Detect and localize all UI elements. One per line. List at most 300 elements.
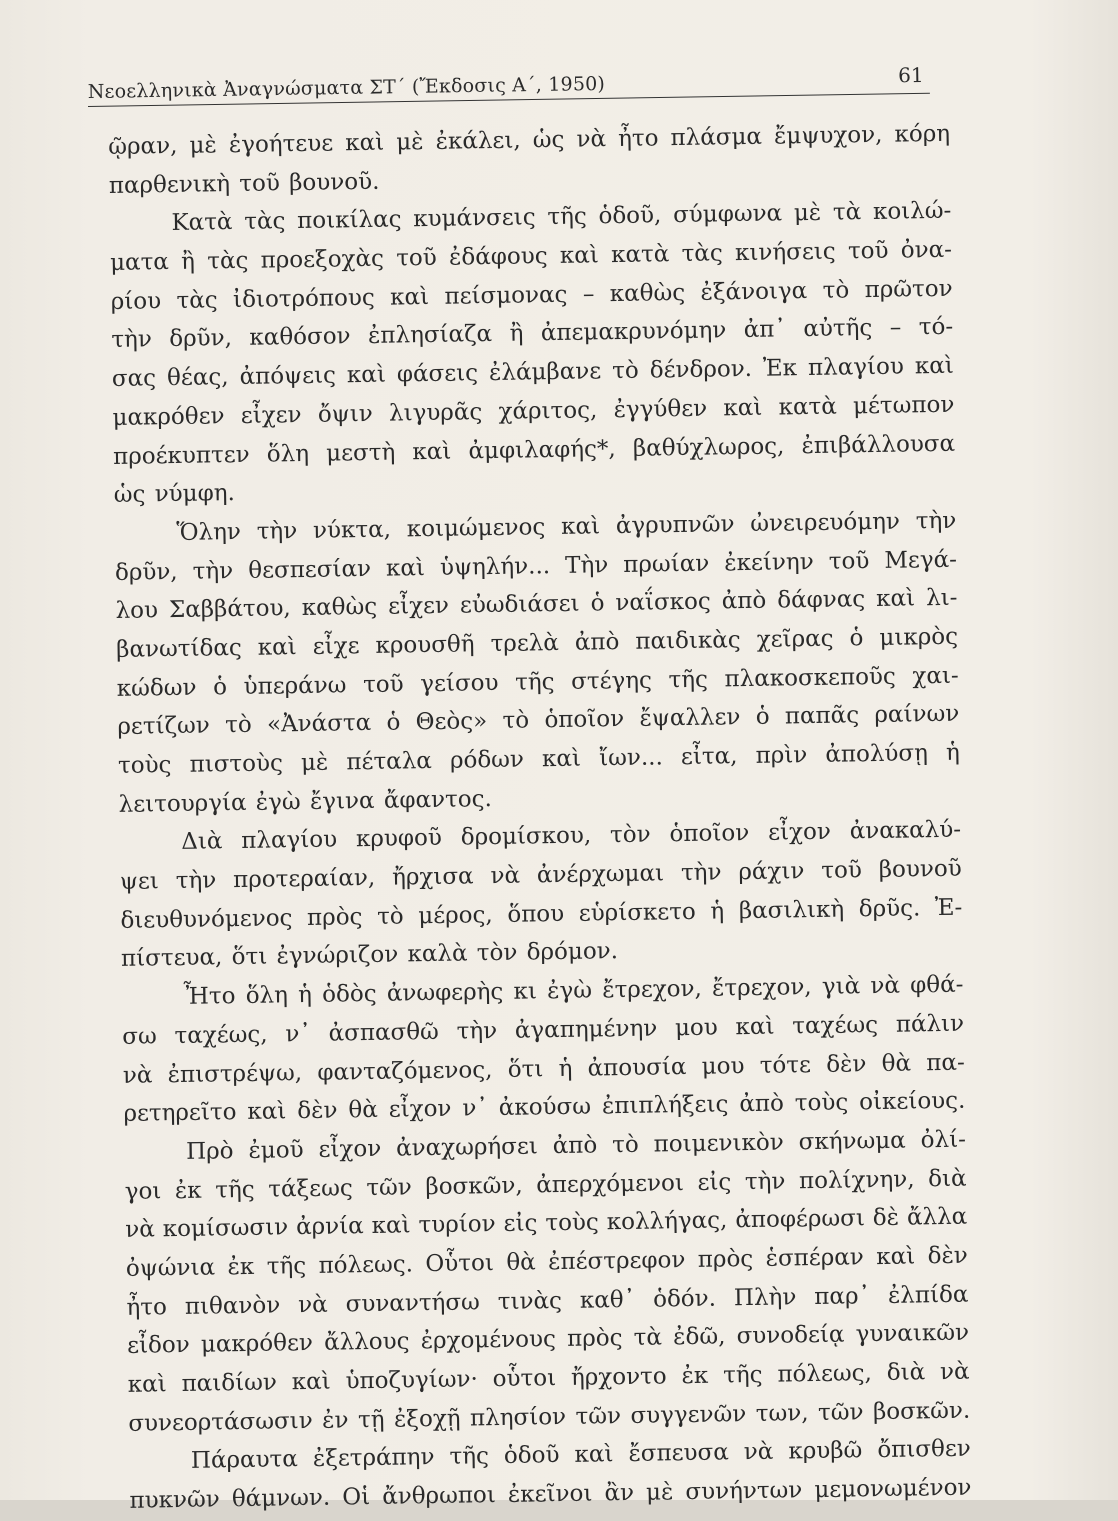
word: πρὸς xyxy=(566,1325,623,1353)
word: φθά- xyxy=(909,971,964,999)
word: καὶ xyxy=(247,1098,287,1126)
word: ἀπουσία xyxy=(587,1053,687,1082)
word: ἐπιστρέψω, xyxy=(167,1059,303,1088)
word: ἐκεῖνοι xyxy=(507,1480,593,1508)
word: τὰς xyxy=(176,287,218,314)
word: δρῦν, xyxy=(169,325,233,353)
body-text xyxy=(108,115,972,1521)
word: μέτωπον xyxy=(852,391,955,420)
word: νὰ xyxy=(125,1216,156,1244)
word: εὑρίσκετο xyxy=(578,898,696,927)
word: ρόδων xyxy=(449,746,525,774)
word: ταχέως, xyxy=(174,1021,268,1049)
word: προεξοχὰς xyxy=(260,245,385,274)
word: Ἐ- xyxy=(934,894,963,921)
word: τοῦ xyxy=(828,547,870,575)
word: τῆς xyxy=(722,1361,763,1389)
word: ἤρχισα xyxy=(391,863,474,891)
text-line: ὡς νύμφη. xyxy=(113,480,236,509)
word: συνεορτάσωσιν xyxy=(128,1407,313,1437)
word: ἀπὸ xyxy=(739,1090,785,1118)
word: καὶ xyxy=(346,361,387,389)
word: ἐπιπλήξεις xyxy=(601,1091,729,1120)
word: θεσπεσίαν xyxy=(248,555,372,584)
word: καὶ xyxy=(559,242,600,269)
word: Πλὴν xyxy=(733,1283,797,1311)
word: τὸ xyxy=(611,1131,639,1159)
word: κι xyxy=(513,978,538,1005)
word: Κατὰ xyxy=(171,209,233,237)
word: ἀνέρχωμαι xyxy=(536,860,665,889)
word: ὑποζυγίων· xyxy=(345,1366,478,1395)
word: κρυφοῦ xyxy=(355,825,443,853)
word: ἄνθρωποι xyxy=(382,1482,497,1510)
word: μὲ xyxy=(396,129,424,156)
word: δένδρον. xyxy=(649,356,753,384)
word: καθ᾽ xyxy=(579,1286,636,1314)
word: ὁ xyxy=(590,590,605,617)
word: ἐδάφους xyxy=(448,243,548,271)
word: ἀπὸ xyxy=(574,628,620,656)
word: ἀποφέρωσι xyxy=(735,1205,866,1234)
word: τῶν xyxy=(575,1402,622,1430)
text-line: λειτουργία ἐγὼ ἔγινα ἄφαντος. xyxy=(118,785,492,818)
word: εἶχε xyxy=(312,633,360,660)
word: μέρος, xyxy=(418,901,493,929)
word: τὴν xyxy=(192,557,234,585)
word: τὴν xyxy=(915,507,957,535)
word: τῶν xyxy=(817,1398,864,1426)
word: ἂν xyxy=(604,1479,635,1507)
word: καὶ xyxy=(127,1371,167,1398)
word: τὰς xyxy=(207,247,249,275)
text-line: παρθενικὴ τοῦ βουνοῦ. xyxy=(108,168,380,199)
word: λι- xyxy=(925,584,958,612)
word: δρῦν, xyxy=(114,558,178,586)
word: ἔτρεχον, xyxy=(711,974,812,1002)
word: τὰ xyxy=(633,1324,663,1352)
word: φάσεις xyxy=(396,360,479,388)
word: ἀπὸ xyxy=(721,587,767,615)
word: τῆς xyxy=(449,1443,490,1471)
word: εὐωδιάσει xyxy=(459,590,580,619)
word: παπᾶς xyxy=(784,702,860,730)
word: καὶ xyxy=(560,513,601,540)
word: αὐτῆς xyxy=(803,315,873,343)
word: ἀνωφερὴς xyxy=(386,979,504,1007)
word: ἡ xyxy=(710,898,725,925)
word: ἀγρυπνῶν xyxy=(615,511,735,539)
word: εἰς xyxy=(697,1168,732,1196)
word: δρῦς. xyxy=(858,895,921,923)
word: ρετηρεῖτο xyxy=(123,1099,237,1128)
word: μὲ xyxy=(189,132,217,159)
word: Πάραυτα xyxy=(190,1446,299,1475)
word: ἀπ᾽ xyxy=(743,316,787,344)
word: καὶ xyxy=(541,745,582,773)
word: πρῶτον xyxy=(864,275,953,303)
word: τῆς xyxy=(514,668,555,696)
word: ὄπισθεν xyxy=(877,1435,971,1464)
word: πολίχνην, xyxy=(798,1166,915,1194)
word: τῇ xyxy=(357,1406,385,1433)
word: ψει xyxy=(119,868,160,895)
word: ὁδόν. xyxy=(652,1285,717,1313)
word: καὶ xyxy=(371,1212,411,1240)
word: πλησίον xyxy=(469,1403,567,1432)
word: οἰκείους. xyxy=(858,1087,966,1116)
word: Ἐκ xyxy=(762,355,798,382)
word: ἡ xyxy=(297,982,313,1009)
word: ἤρχοντο xyxy=(570,1363,667,1391)
word: ὅλη xyxy=(245,982,289,1010)
word: τὴν xyxy=(680,859,722,887)
word: ποιμενικὸν xyxy=(653,1129,784,1158)
word: ἐξάνοιγα xyxy=(700,277,808,306)
word: νὰ xyxy=(490,862,521,890)
word: νὰ xyxy=(870,972,901,1000)
word: εἶχον xyxy=(388,1095,452,1123)
word: ἐμοῦ xyxy=(248,1136,304,1164)
word: σκήνωμα xyxy=(798,1127,906,1156)
word: ἐκ xyxy=(227,1253,255,1281)
word: ἡ xyxy=(558,1055,573,1082)
word: τυρίον xyxy=(418,1211,496,1239)
word: συγγενῶν xyxy=(630,1400,747,1429)
word: μακρόθεν xyxy=(112,403,225,431)
word: καὶ xyxy=(723,394,763,422)
word: τό- xyxy=(918,314,954,341)
word: προτεραίαν, xyxy=(232,864,376,894)
word: δὲν xyxy=(297,1097,338,1125)
word: τῆς xyxy=(547,203,587,231)
word: ἔτρεχον, xyxy=(602,975,703,1004)
word: ἢ xyxy=(509,320,524,348)
word: Διὰ xyxy=(181,828,223,856)
word: καὶ xyxy=(914,352,955,380)
word: βαθύχλωρος, xyxy=(632,432,785,462)
word: «Ἀνάστα xyxy=(266,710,372,738)
word: καὶ xyxy=(876,1243,916,1271)
word: συναντήσω xyxy=(345,1288,480,1318)
word: τὴν xyxy=(456,1017,498,1045)
word: μεμονωμένον xyxy=(814,1474,972,1504)
word: νὰ xyxy=(576,126,607,153)
word: Μεγά- xyxy=(884,546,958,574)
word: ὀνα- xyxy=(900,236,953,264)
word: κοιλώ- xyxy=(872,198,952,226)
word: στέγης xyxy=(570,667,653,695)
word: κοιμώμενος xyxy=(406,514,546,543)
word: τῆς xyxy=(215,1176,255,1204)
word: πέταλα xyxy=(346,747,433,776)
word: κολλήγας, xyxy=(606,1207,728,1236)
word: τάξεως xyxy=(268,1174,353,1203)
word: ἔσπευσα xyxy=(628,1439,729,1468)
word: μικρὸς xyxy=(879,623,959,651)
word: ἡ xyxy=(945,739,961,766)
word: – xyxy=(582,281,595,308)
word: ἀσπασθῶ xyxy=(328,1018,440,1047)
word: ἐξετράπην xyxy=(312,1444,435,1473)
word: ὁδὸς xyxy=(321,981,377,1008)
word: νύκτα, xyxy=(312,516,392,544)
word: ἐγὼ xyxy=(546,977,593,1005)
word: ἀμφιλαφής*, xyxy=(468,435,616,464)
page-number: 61 xyxy=(897,62,924,88)
word: κώδων xyxy=(116,674,197,702)
word: ὅλη xyxy=(266,440,310,468)
word: συνοδείᾳ xyxy=(736,1321,845,1350)
word: τρελὰ xyxy=(490,629,560,657)
word: ρίου xyxy=(110,287,162,315)
word: μὲ xyxy=(645,1479,674,1506)
word: ἐπέστρεφον xyxy=(547,1247,686,1276)
word: πα- xyxy=(926,1049,965,1076)
word: ἐν xyxy=(321,1407,349,1434)
word: ἐκείνην xyxy=(724,548,814,576)
word: ἀκούσω xyxy=(498,1093,592,1122)
word: νὰ xyxy=(939,1358,970,1386)
word: κατὰ xyxy=(610,241,670,269)
word: συνήντων xyxy=(685,1477,803,1506)
word: σύμφωνα xyxy=(672,200,783,229)
word: εἶχον xyxy=(767,819,832,847)
word: τοὺς xyxy=(545,1209,600,1237)
word: τὸ xyxy=(376,903,404,930)
word: τὸ xyxy=(502,707,530,735)
word: ποικίλας xyxy=(296,206,402,235)
word: νὰ xyxy=(297,1291,328,1318)
word: μὲ xyxy=(300,749,329,777)
word: Πρὸ xyxy=(185,1138,234,1165)
word: ὑπεράνω xyxy=(243,671,347,700)
word: ἐξοχῇ xyxy=(393,1405,461,1433)
word: πρὸς xyxy=(306,903,363,931)
word: βοσκῶν, xyxy=(425,1172,523,1200)
word: νὰ xyxy=(743,1439,774,1466)
word: χεῖρας xyxy=(756,625,834,653)
word: κρουσθῆ xyxy=(375,631,475,659)
word: ἀπερχόμενοι xyxy=(536,1169,685,1198)
word: Ἦτο xyxy=(183,983,236,1011)
word: ἴων... xyxy=(598,744,664,772)
word: βασιλικὴ xyxy=(738,896,845,924)
word: καθὼς xyxy=(609,279,686,307)
word: γυναικῶν xyxy=(855,1319,970,1348)
word: ναΐσκος xyxy=(615,588,711,617)
word: ὠνειρευόμην xyxy=(750,508,901,537)
word: σας xyxy=(111,365,157,393)
word: πλαγίου xyxy=(807,353,905,382)
word: ματα xyxy=(109,249,170,277)
word: γιὰ xyxy=(821,973,861,1001)
word: ἢ xyxy=(180,248,196,275)
word: ἑσπέραν xyxy=(765,1244,864,1272)
word: ἐδῶ, xyxy=(672,1323,726,1351)
word: εἰς xyxy=(503,1210,538,1238)
word: νὰ xyxy=(122,1061,153,1089)
word: ἀγαπημένην xyxy=(514,1015,658,1044)
word: τοῦ xyxy=(821,857,863,884)
word: πρωίαν xyxy=(623,550,710,578)
word: μου xyxy=(674,1014,718,1042)
word: ὅτι xyxy=(507,1055,544,1083)
word: Ὅλην xyxy=(176,518,242,546)
word: καθὼς xyxy=(301,594,378,622)
word: ὅπου xyxy=(507,900,565,928)
word: βανωτίδας xyxy=(115,634,242,663)
word: ὁδοῦ, xyxy=(598,202,662,230)
word: ἀρνία xyxy=(295,1213,364,1241)
word: κατὰ xyxy=(778,393,837,421)
word: ἐπιβάλλουσα xyxy=(801,430,956,459)
word: ἐγοήτευε xyxy=(228,130,334,159)
word: καθόσον xyxy=(249,323,351,352)
word: Τὴν xyxy=(564,551,609,579)
word: γοι xyxy=(124,1177,162,1205)
word: τὰς xyxy=(244,208,286,236)
word: εἶχεν xyxy=(387,592,450,620)
word: προέκυπτεν xyxy=(112,441,250,470)
word: κρυβῶ xyxy=(788,1437,863,1465)
word: πλαγίου xyxy=(241,826,338,855)
word: ρετίζων xyxy=(117,712,210,741)
word: των, xyxy=(755,1399,809,1427)
word: ν᾽ xyxy=(462,1095,489,1122)
word: καὶ xyxy=(875,585,916,613)
word: τοὺς xyxy=(794,1089,849,1117)
word: πόλεως, xyxy=(777,1360,873,1388)
word: εἶδον xyxy=(126,1332,190,1360)
word: ἐκάλει, xyxy=(435,127,521,155)
word: τινὰς xyxy=(497,1287,563,1315)
word: ἐκ xyxy=(681,1362,709,1390)
word: πρὸς xyxy=(697,1245,754,1273)
word: ὄψιν xyxy=(317,400,373,428)
word: βοσκῶν. xyxy=(872,1397,971,1425)
word: καὶ xyxy=(257,634,297,661)
word: τὸ xyxy=(611,357,639,385)
word: βουνοῦ xyxy=(878,855,962,884)
word: τὸν xyxy=(609,821,651,849)
word: ἐρχομένους xyxy=(420,1326,557,1355)
word: εἶχον xyxy=(318,1135,382,1163)
word: θὰ xyxy=(881,1050,912,1077)
word: διευθυνόμενος xyxy=(120,904,293,934)
word: Σαββάτου, xyxy=(168,595,291,624)
word: κόρη xyxy=(894,120,951,148)
word: δὲν xyxy=(825,1050,867,1078)
word: μου xyxy=(701,1052,745,1080)
word: ἀναχωρήσει xyxy=(395,1133,539,1162)
word: ἀπὸ xyxy=(552,1132,598,1160)
word: ἀπεμακρυνόμην xyxy=(540,317,727,347)
word: ἐγγύθεν xyxy=(613,395,708,423)
word: ἄλλα xyxy=(906,1203,968,1231)
word: κινήσεις xyxy=(734,238,836,267)
word: – xyxy=(889,315,902,342)
word: ἰδιοτρόπους xyxy=(232,284,375,313)
word: ἦτο xyxy=(617,125,659,152)
word: ἐλπίδα xyxy=(887,1281,969,1309)
word: τὴν xyxy=(744,1168,786,1195)
word: θέας, xyxy=(166,364,229,392)
word: πάλιν xyxy=(895,1010,965,1038)
word: μὲ xyxy=(793,200,822,227)
word: Οἱ xyxy=(342,1484,371,1511)
word: πυκνῶν xyxy=(129,1486,220,1514)
word: ἄλλους xyxy=(323,1328,410,1357)
word: ἀνακαλύ- xyxy=(849,817,962,845)
word: σω xyxy=(122,1023,157,1050)
word: ἔψαλλεν xyxy=(639,704,741,733)
word: δὲ xyxy=(872,1204,900,1232)
word: τὸ xyxy=(822,277,850,304)
word: εἶχεν xyxy=(240,401,302,429)
word: διὰ xyxy=(886,1359,926,1386)
word: ν᾽ xyxy=(285,1020,312,1048)
word: καὶ xyxy=(291,1368,331,1396)
word: τοῦ xyxy=(362,671,404,698)
word: ὀλί- xyxy=(920,1126,967,1154)
word: πλακοσκεποῦς xyxy=(724,663,897,693)
header-title: Νεοελληνικὰ Ἀναγνώσματα ΣΤ΄ (Ἔκδοσις Α΄, 1950) xyxy=(87,72,606,104)
word: οὗτοι xyxy=(492,1365,557,1393)
word: λου xyxy=(115,597,159,625)
word: ὁ xyxy=(849,625,864,652)
word: κυμάνσεις xyxy=(413,204,536,233)
word: ὁ xyxy=(212,673,228,701)
word: παιδίων xyxy=(181,1369,278,1397)
word: καὶ xyxy=(345,129,385,157)
word: ἐλάμβανε xyxy=(488,358,602,387)
word: θὰ xyxy=(506,1249,536,1276)
word: ὁδοῦ xyxy=(503,1442,560,1470)
word: Οὗτοι xyxy=(425,1250,495,1278)
word: τὰς xyxy=(681,240,723,268)
word: τὴν xyxy=(256,517,298,545)
word: τοῦ xyxy=(396,244,437,272)
word: λιγυρᾶς xyxy=(388,398,483,427)
word: δάφνας xyxy=(777,586,866,614)
word: ῷραν, xyxy=(108,132,178,160)
word: παιδικὰς xyxy=(635,627,741,655)
word: καὶ xyxy=(389,283,430,311)
word: ὡς xyxy=(532,126,565,154)
word: τὴν xyxy=(175,867,217,895)
word: ἔμψυχον, xyxy=(773,121,883,150)
word: πείσμονας xyxy=(444,281,568,310)
word: ταχέως xyxy=(792,1011,879,1040)
word: τὰ xyxy=(832,199,862,226)
word: γείσου xyxy=(420,669,499,697)
word: ὁ xyxy=(755,703,770,731)
word: μακρόθεν xyxy=(200,1330,314,1359)
running-header xyxy=(87,59,929,107)
word: εἶτα, xyxy=(680,743,738,771)
word: καὶ xyxy=(412,438,452,465)
word: πλάσμα xyxy=(670,123,763,152)
word: ράχιν xyxy=(738,858,805,886)
word: τῆς xyxy=(266,1252,307,1280)
word: ὀψώνια xyxy=(125,1254,216,1282)
word: χάριτος, xyxy=(498,397,598,425)
word: τοῦ xyxy=(847,237,889,265)
word: ραίνων xyxy=(874,701,960,729)
word: θὰ xyxy=(348,1097,378,1124)
word: πόλεως. xyxy=(318,1251,414,1279)
